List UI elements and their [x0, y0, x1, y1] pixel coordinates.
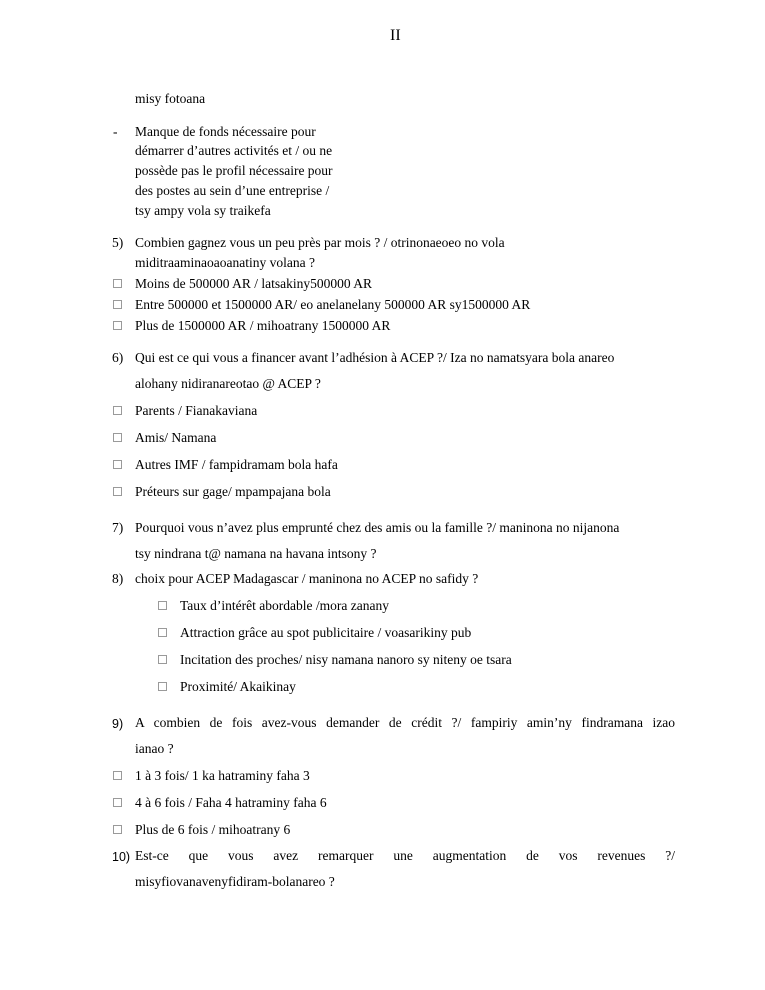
question-line: tsy nindrana t@ namana na havana intsony ? — [135, 546, 377, 561]
option-label: Proximité/ Akaikinay — [180, 679, 296, 694]
checkbox[interactable] — [113, 433, 122, 442]
checkbox[interactable] — [113, 406, 122, 415]
question-number: 6) — [112, 350, 124, 365]
checkbox[interactable] — [158, 655, 167, 664]
question-number: 8) — [112, 571, 124, 586]
question-number: 10) — [112, 850, 131, 864]
question-line: Combien gagnez vous un peu près par mois ? / otrinonaeoeo no vola — [135, 235, 505, 250]
question-line: miditraaminaoaoanatiny volana ? — [135, 255, 315, 270]
checkbox[interactable] — [113, 487, 122, 496]
question-line: Est-ce que vous avez remarquer une augmentation de vos revenues ?/ — [135, 848, 675, 863]
option-label: Entre 500000 et 1500000 AR/ eo anelanelany 500000 AR sy1500000 AR — [135, 297, 531, 312]
question-line: choix pour ACEP Madagascar / maninona no ACEP no safidy ? — [135, 571, 479, 586]
checkbox[interactable] — [158, 682, 167, 691]
checkbox[interactable] — [158, 628, 167, 637]
checkbox[interactable] — [113, 825, 122, 834]
dash-item-line: des postes au sein d’une entreprise / — [135, 183, 330, 198]
dash-marker: - — [113, 124, 118, 139]
checkbox[interactable] — [158, 601, 167, 610]
checkbox[interactable] — [113, 771, 122, 780]
question-line: Pourquoi vous n’avez plus emprunté chez des amis ou la famille ?/ maninona no nijanona — [135, 520, 620, 535]
option-label: Autres IMF / fampidramam bola hafa — [135, 457, 338, 472]
question-number: 7) — [112, 520, 124, 535]
option-label: Amis/ Namana — [135, 430, 217, 445]
question-line: ianao ? — [135, 741, 174, 756]
checkbox[interactable] — [113, 321, 122, 330]
checkbox[interactable] — [113, 798, 122, 807]
dash-item-line: démarrer d’autres activités et / ou ne — [135, 143, 333, 158]
page-number: II — [390, 27, 401, 44]
checkbox[interactable] — [113, 279, 122, 288]
option-label: Plus de 6 fois / mihoatrany 6 — [135, 822, 291, 837]
option-label: 1 à 3 fois/ 1 ka hatraminy faha 3 — [135, 768, 310, 783]
option-label: Parents / Fianakaviana — [135, 403, 258, 418]
dash-item-line: tsy ampy vola sy traikefa — [135, 203, 271, 218]
question-number: 5) — [112, 235, 124, 250]
question-line: misyfiovanavenyfidiram-bolanareo ? — [135, 874, 335, 889]
option-label: Taux d’intérêt abordable /mora zanany — [180, 598, 389, 613]
option-label: Attraction grâce au spot publicitaire / voasarikiny pub — [180, 625, 472, 640]
question-number: 9) — [112, 717, 124, 731]
checkbox[interactable] — [113, 460, 122, 469]
option-label: 4 à 6 fois / Faha 4 hatraminy faha 6 — [135, 795, 327, 810]
question-line: A combien de fois avez-vous demander de crédit ?/ fampiriy amin’ny findramana izao — [135, 715, 675, 730]
option-label: Préteurs sur gage/ mpampajana bola — [135, 484, 331, 499]
dash-item-line: Manque de fonds nécessaire pour — [135, 124, 316, 139]
question-line: alohany nidiranareotao @ ACEP ? — [135, 376, 321, 391]
intro-continuation: misy fotoana — [135, 91, 206, 106]
dash-item-line: possède pas le profil nécessaire pour — [135, 163, 333, 178]
option-label: Incitation des proches/ nisy namana nanoro sy niteny oe tsara — [180, 652, 512, 667]
checkbox[interactable] — [113, 300, 122, 309]
option-label: Plus de 1500000 AR / mihoatrany 1500000 AR — [135, 318, 391, 333]
question-line: Qui est ce qui vous a financer avant l’adhésion à ACEP ?/ Iza no namatsyara bola anareo — [135, 350, 615, 365]
option-label: Moins de 500000 AR / latsakiny500000 AR — [135, 276, 373, 291]
